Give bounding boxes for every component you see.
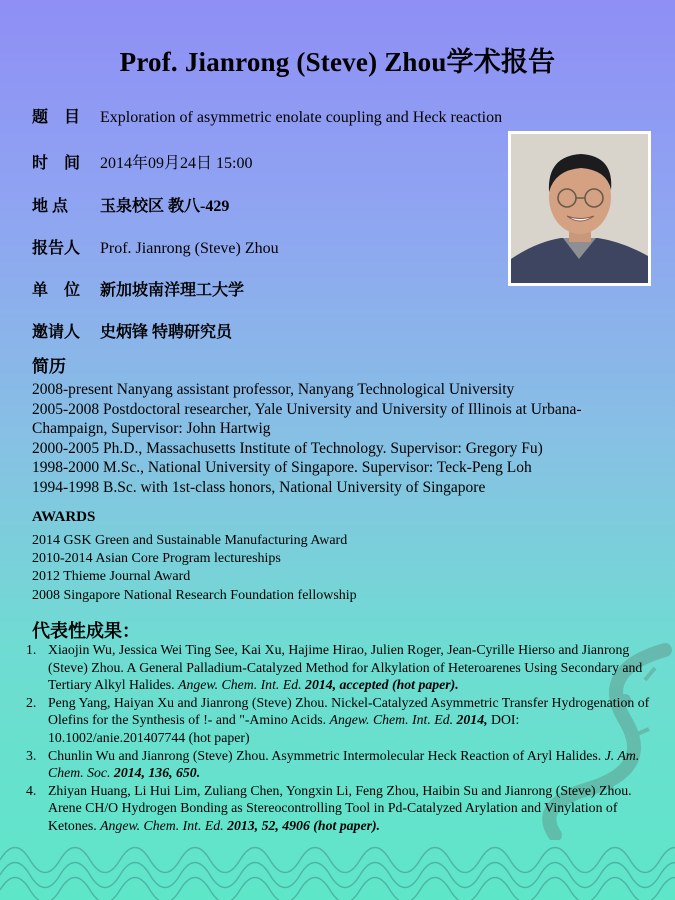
publication-text: Xiaojin Wu, Jessica Wei Ting See, Kai Xu, Hajime Hirao, Julien Roger, Jean-Cyrille Hierso and Jianrong (Steve) Zhou. A General Palladium-Catalyzed Method for Alkylation of Heteroarenes Using Secondary and Tertiary Alkyl Halides. [48,642,643,693]
info-label: 题 目 [32,109,81,126]
publications-list [26,641,651,835]
cv-line: 1998-2000 M.Sc., National University of Singapore. Supervisor: Teck-Peng Loh [32,459,532,477]
info-value: 2014年09月24日 15:00 [100,155,253,172]
publication-journal: J. Am. Chem. Soc. [48,747,640,781]
publication-text: Zhiyan Huang, Li Hui Lim, Zuliang Chen, Yongxin Li, Feng Zhou, Haibin Su and Jianrong (Steve) Zhou. Arene CH/O Hydrogen Bonding as Stereocontrolling Tool in Pd-Catalyzed Arylation and Vinylation of Ketones. [48,782,632,833]
publication-details: 2014, accepted (hot paper). [301,677,459,693]
publication-item [26,782,651,835]
wave-pattern-footer [0,830,675,900]
publication-text: Chunlin Wu and Jianrong (Steve) Zhou. Asymmetric Intermolecular Heck Reaction of Aryl Halides. [48,747,605,763]
publication-journal: Angew. Chem. Int. Ed. [100,817,224,833]
publication-item [26,694,651,747]
info-value: Prof. Jianrong (Steve) Zhou [100,240,279,257]
info-speaker [32,235,279,258]
publication-text: Peng Yang, Haiyan Xu and Jianrong (Steve) Zhou. Nickel-Catalyzed Asymmetric Transfer Hydrogenation of Olefins for the Synthesis of !- and "-Amino Acids. [48,694,650,728]
publication-number: 3. [26,747,37,763]
info-label: 地 点 [32,198,69,215]
awards-list [32,532,357,605]
info-label: 时 间 [32,155,81,172]
publication-number: 4. [26,782,37,798]
cv-line: 2005-2008 Postdoctoral researcher, Yale University and University of Illinois at Urbana- [32,400,582,418]
award-item: 2014 GSK Green and Sustainable Manufacturing Award [32,533,348,548]
cv-list [32,380,652,498]
info-value: 新加坡南洋理工大学 [100,282,245,299]
info-time [32,150,252,173]
cv-heading: 简历 [32,357,66,376]
info-value: 玉泉校区 教八-429 [100,198,230,215]
publication-details: 2014, 136, 650. [110,765,201,781]
cv-line: Champaign, Supervisor: John Hartwig [32,420,271,438]
speaker-photo [508,131,651,286]
publication-details: 2013, 52, 4906 (hot paper). [223,817,380,833]
publication-journal: Angew. Chem. Int. Ed. [178,677,302,693]
publication-item [26,641,651,694]
cv-line: 1994-1998 B.Sc. with 1st-class honors, National University of Singapore [32,478,486,496]
publications-heading: 代表性成果： [32,621,140,641]
cv-line: 2008-present Nanyang assistant professor, Nanyang Technological University [32,381,515,398]
publication-journal: Angew. Chem. Int. Ed. [329,712,454,728]
publication-number: 1. [26,642,37,657]
publication-number: 2. [26,694,37,710]
cv-line: 2000-2005 Ph.D., Massachusetts Institute of Technology. Supervisor: Gregory Fu) [32,439,543,457]
award-item: 2010-2014 Asian Core Program lectureships [32,551,281,567]
info-label: 邀请人 [32,324,81,341]
publication-doi: DOI: 10.1002/anie.201407744 (hot paper) [48,712,520,745]
publication-item [26,747,651,782]
info-inviter [32,319,232,342]
info-label: 报告人 [32,240,81,257]
info-value: 史炳锋 特聘研究员 [100,324,233,341]
info-label: 单 位 [32,282,81,299]
award-item: 2012 Thieme Journal Award [32,569,191,585]
info-affiliation [32,277,244,300]
page-title: Prof. Jianrong (Steve) Zhou学术报告 [119,47,556,77]
award-item: 2008 Singapore National Research Foundation fellowship [32,587,357,603]
info-value: Exploration of asymmetric enolate coupling and Heck reaction [100,109,503,126]
info-location [32,193,229,216]
publication-details: 2014, [453,712,488,728]
awards-heading: AWARDS [32,509,96,525]
info-topic [32,104,502,127]
